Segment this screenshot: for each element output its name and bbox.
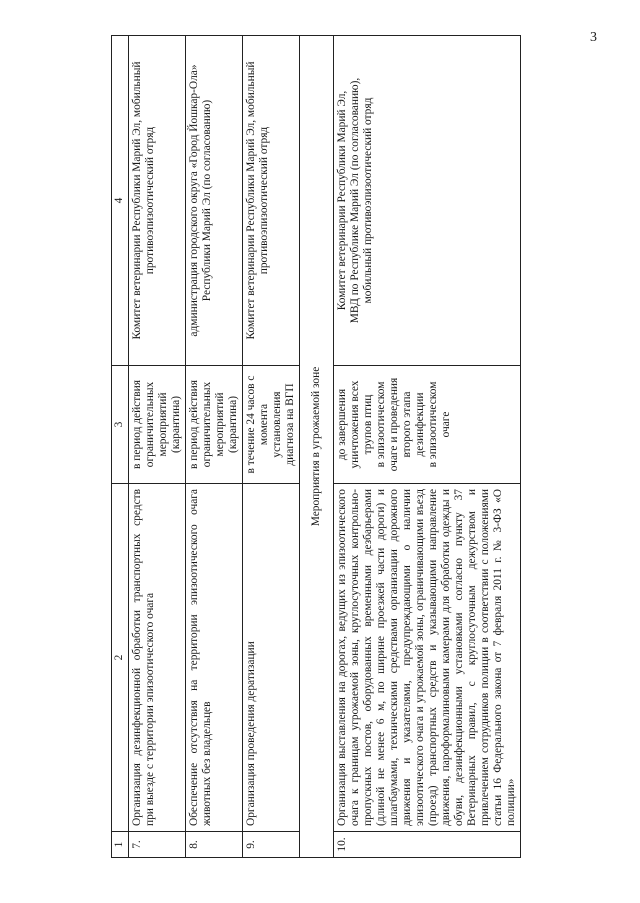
measures-table xyxy=(111,35,521,858)
period-text: в период действия ограничительных мероприятий (карантина) xyxy=(129,366,186,484)
responsible-line: мобильный противоэпизоотический отряд xyxy=(362,97,374,304)
row-number: 10. xyxy=(334,832,521,858)
column-number: 2 xyxy=(112,484,129,832)
section-header-row xyxy=(300,36,334,858)
column-number: 1 xyxy=(112,832,129,858)
table-row xyxy=(186,36,243,858)
period-line: в эпизоотическом очаге и проведения второго этапа дезинфекции xyxy=(375,377,426,472)
measure-text: Организация дезинфекционной обработки транспортных средств при выезде с территории эпизоотического очага xyxy=(129,484,186,832)
row-number: 7. xyxy=(129,832,186,858)
period-text: в течение 24 часов с момента установления диагноза на ВГП xyxy=(243,366,300,484)
period-text: в период действия ограничительных мероприятий (карантина) xyxy=(186,366,243,484)
measure-text: Организация проведения дератизации xyxy=(243,484,300,832)
row-number: 8. xyxy=(186,832,243,858)
measure-text: Обеспечение отсутствия на территории эпизоотического очага животных без владельцев xyxy=(186,484,243,832)
column-number: 4 xyxy=(112,36,129,366)
period-cell xyxy=(334,366,521,484)
row-number: 9. xyxy=(243,832,300,858)
responsible-cell xyxy=(334,36,521,366)
page-number: 3 xyxy=(590,30,597,45)
responsible-text: Комитет ветеринарии Республики Марий Эл, мобильный противоэпизоотический отряд xyxy=(129,36,186,366)
responsible-text: Комитет ветеринарии Республики Марий Эл, мобильный противоэпизоотический отряд xyxy=(243,36,300,366)
rotated-table-container xyxy=(111,36,640,858)
table-row xyxy=(334,36,521,858)
responsible-line: Комитет ветеринарии Республики Марий Эл, xyxy=(336,90,348,311)
section-title: Мероприятия в угрожаемой зоне xyxy=(300,36,334,858)
table-row xyxy=(129,36,186,858)
column-number-row xyxy=(112,36,129,858)
period-line: до завершения уничтожения всех трупов птиц xyxy=(336,380,374,469)
responsible-line: МВД по Республике Марий Эл (по согласованию), xyxy=(349,77,361,324)
period-line: в эпизоотическом очаге xyxy=(427,381,452,468)
column-number: 3 xyxy=(112,366,129,484)
responsible-text: администрация городского округа «Город Йошкар-Ола» Республики Марий Эл (по согласованию) xyxy=(186,36,243,366)
table-row xyxy=(243,36,300,858)
measure-text: Организация выставления на дорогах, ведущих из эпизоотического очага к границам угрожаемой зоны, круглосуточных контрольно-пропускных постов, оборудованных временными дезбарьерами (длиной не менее 6 м, по ширине проезжей части дороги) и шлагбаумами, техническими средствами организации дорожного движения и указателями, предупреждающими о наличии эпизоотического очага и угрожаемой зоны, ограничивающими въезд (проезд) транспортных средств и указывающими направление движения, пароформалиновыми камерами для обработки одежды и обуви, дезинфекционными установками согласно пункту 37 Ветеринарных правил, с круглосуточным дежурством и привлечением сотрудников полиции в соответствии с положениями статьи 16 Федерального закона от 7 февраля 2011 г. № 3-ФЗ «О полиции» xyxy=(334,484,521,832)
